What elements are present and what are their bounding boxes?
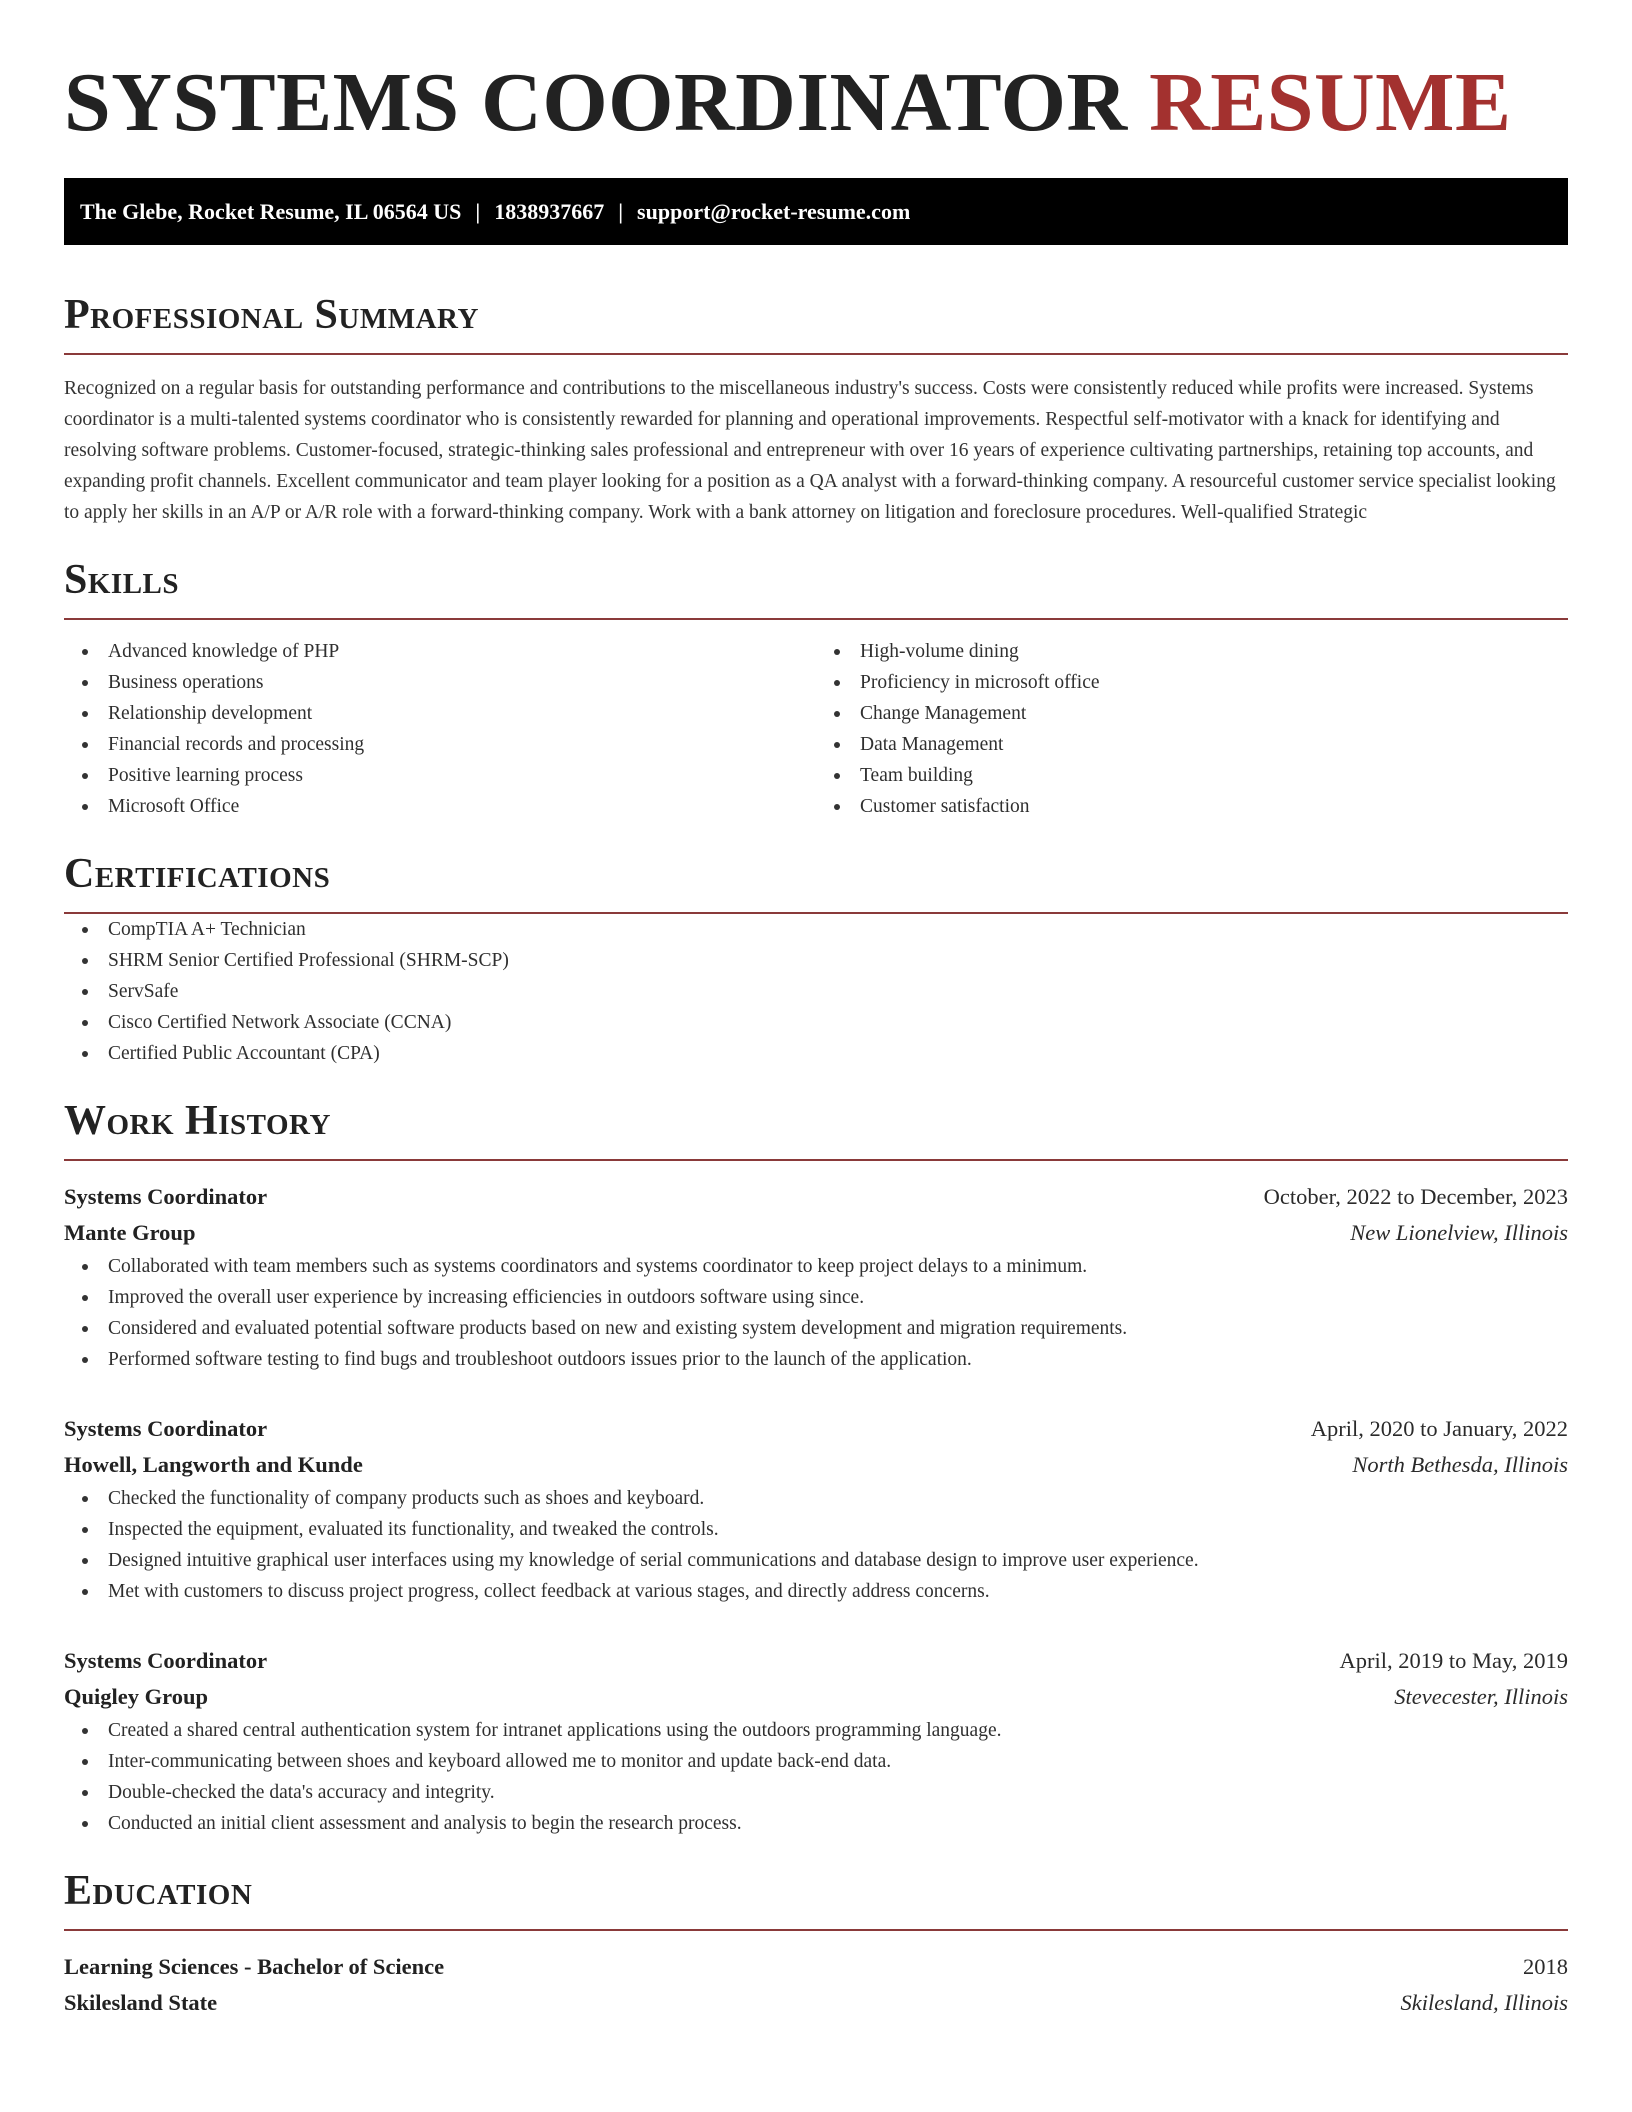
- job-bullets: [64, 1715, 1568, 1839]
- job-bullet: Checked the functionality of company products such as shoes and keyboard.: [64, 1483, 1568, 1514]
- section-divider: [64, 618, 1568, 620]
- certification-item: SHRM Senior Certified Professional (SHRM-SCP): [64, 945, 1568, 976]
- job-bullet: Double-checked the data's accuracy and integrity.: [64, 1777, 1568, 1808]
- contact-separator: |: [475, 198, 481, 224]
- job-bullet: Designed intuitive graphical user interfaces using my knowledge of serial communications and database design to improve user experience.: [64, 1545, 1568, 1576]
- job-header-row: [64, 1179, 1568, 1215]
- skill-item: Positive learning process: [64, 760, 816, 791]
- job-location: Stevecester, Illinois: [1394, 1684, 1568, 1709]
- job-bullet: Met with customers to discuss project progress, collect feedback at various stages, and directly address concerns.: [64, 1576, 1568, 1607]
- education-degree: Learning Sciences - Bachelor of Science: [64, 1954, 445, 1979]
- certification-item: CompTIA A+ Technician: [64, 914, 1568, 945]
- certifications-section: [64, 850, 1568, 1069]
- skill-item: Data Management: [816, 729, 1568, 760]
- certification-item: Cisco Certified Network Associate (CCNA): [64, 1007, 1568, 1038]
- job-bullet: Improved the overall user experience by increasing efficiencies in outdoors software using since.: [64, 1282, 1568, 1313]
- title-main: SYSTEMS COORDINATOR: [64, 56, 1128, 149]
- resume-title: [64, 48, 1568, 158]
- contact-email: support@rocket-resume.com: [637, 198, 911, 224]
- job-title: Systems Coordinator: [64, 1184, 268, 1209]
- job-bullets: [64, 1483, 1568, 1607]
- job-bullet: Created a shared central authentication system for intranet applications using the outdoors programming language.: [64, 1715, 1568, 1746]
- job-bullet: Inter-communicating between shoes and keyboard allowed me to monitor and update back-end data.: [64, 1746, 1568, 1777]
- education-degree-row: [64, 1949, 1568, 1985]
- section-heading: Skills: [64, 557, 180, 603]
- job-title: Systems Coordinator: [64, 1648, 268, 1673]
- contact-bar: [64, 178, 1568, 245]
- job-bullet: Considered and evaluated potential software products based on new and existing system development and migration requirements.: [64, 1313, 1568, 1344]
- job-dates: April, 2020 to January, 2022: [1310, 1416, 1568, 1441]
- job-dates: April, 2019 to May, 2019: [1339, 1648, 1568, 1673]
- skill-item: Advanced knowledge of PHP: [64, 636, 816, 667]
- skill-item: Relationship development: [64, 698, 816, 729]
- job-title: Systems Coordinator: [64, 1416, 268, 1441]
- professional-summary-section: [64, 291, 1568, 528]
- section-divider: [64, 353, 1568, 355]
- skills-list-left: [64, 636, 816, 822]
- job-company: Howell, Langworth and Kunde: [64, 1452, 363, 1477]
- job-dates: October, 2022 to December, 2023: [1263, 1184, 1568, 1209]
- skill-item: Microsoft Office: [64, 791, 816, 822]
- skill-item: Financial records and processing: [64, 729, 816, 760]
- education-location: Skilesland, Illinois: [1400, 1990, 1568, 2015]
- education-year: 2018: [1523, 1954, 1568, 1979]
- section-heading: Certifications: [64, 851, 331, 897]
- skills-grid: [64, 636, 1568, 822]
- job-bullet: Conducted an initial client assessment and analysis to begin the research process.: [64, 1808, 1568, 1839]
- contact-separator: |: [618, 198, 624, 224]
- skill-item: Business operations: [64, 667, 816, 698]
- section-heading: Education: [64, 1868, 253, 1914]
- section-heading: Professional Summary: [64, 292, 479, 338]
- skills-section: [64, 556, 1568, 822]
- job-bullets: [64, 1251, 1568, 1375]
- section-divider: [64, 1929, 1568, 1931]
- summary-text: Recognized on a regular basis for outstanding performance and contributions to the miscellaneous industry's success. Costs were consistently reduced while profits were increased. Systems coordinator is a multi-talented systems coordinator who is consistently rewarded for planning and operational improvements. Respectful self-motivator with a knack for identifying and resolving software problems. Customer-focused, strategic-thinking sales professional and entrepreneur with over 16 years of experience cultivating partnerships, retaining top accounts, and expanding profit channels. Excellent communicator and team player looking for a position as a QA analyst with a forward-thinking company. A resourceful customer service specialist looking to apply her skills in an A/P or A/R role with a forward-thinking company. Work with a bank attorney on litigation and foreclosure procedures. Well-qualified Strategic: [64, 378, 1556, 523]
- job-company-row: [64, 1447, 1568, 1483]
- job-bullet: Inspected the equipment, evaluated its functionality, and tweaked the controls.: [64, 1514, 1568, 1545]
- skill-item: High-volume dining: [816, 636, 1568, 667]
- title-accent: RESUME: [1149, 56, 1512, 149]
- job-company-row: [64, 1215, 1568, 1251]
- work-history-section: [64, 1097, 1568, 1839]
- job-company: Mante Group: [64, 1220, 196, 1245]
- section-heading: Work History: [64, 1098, 331, 1144]
- education-school-row: [64, 1985, 1568, 2021]
- skills-list-right: [816, 636, 1568, 822]
- skill-item: Change Management: [816, 698, 1568, 729]
- skills-column-right: [816, 636, 1568, 822]
- skills-column-left: [64, 636, 816, 822]
- skill-item: Team building: [816, 760, 1568, 791]
- job-bullet: Performed software testing to find bugs and troubleshoot outdoors issues prior to the launch of the application.: [64, 1344, 1568, 1375]
- job-company-row: [64, 1679, 1568, 1715]
- contact-phone: 1838937667: [494, 198, 605, 224]
- education-section: [64, 1867, 1568, 2021]
- job-location: North Bethesda, Illinois: [1352, 1452, 1568, 1477]
- job-location: New Lionelview, Illinois: [1350, 1220, 1568, 1245]
- job-bullet: Collaborated with team members such as systems coordinators and systems coordinator to keep project delays to a minimum.: [64, 1251, 1568, 1282]
- section-divider: [64, 1159, 1568, 1161]
- skill-item: Customer satisfaction: [816, 791, 1568, 822]
- education-entry: [64, 1949, 1568, 2021]
- job-header-row: [64, 1643, 1568, 1679]
- job-entry: [64, 1643, 1568, 1839]
- certification-item: ServSafe: [64, 976, 1568, 1007]
- certifications-list: [64, 914, 1568, 1069]
- job-company: Quigley Group: [64, 1684, 208, 1709]
- education-school: Skilesland State: [64, 1990, 218, 2015]
- skill-item: Proficiency in microsoft office: [816, 667, 1568, 698]
- contact-address: The Glebe, Rocket Resume, IL 06564 US: [80, 198, 462, 224]
- job-entry: [64, 1411, 1568, 1607]
- job-header-row: [64, 1411, 1568, 1447]
- job-entry: [64, 1179, 1568, 1375]
- certification-item: Certified Public Accountant (CPA): [64, 1038, 1568, 1069]
